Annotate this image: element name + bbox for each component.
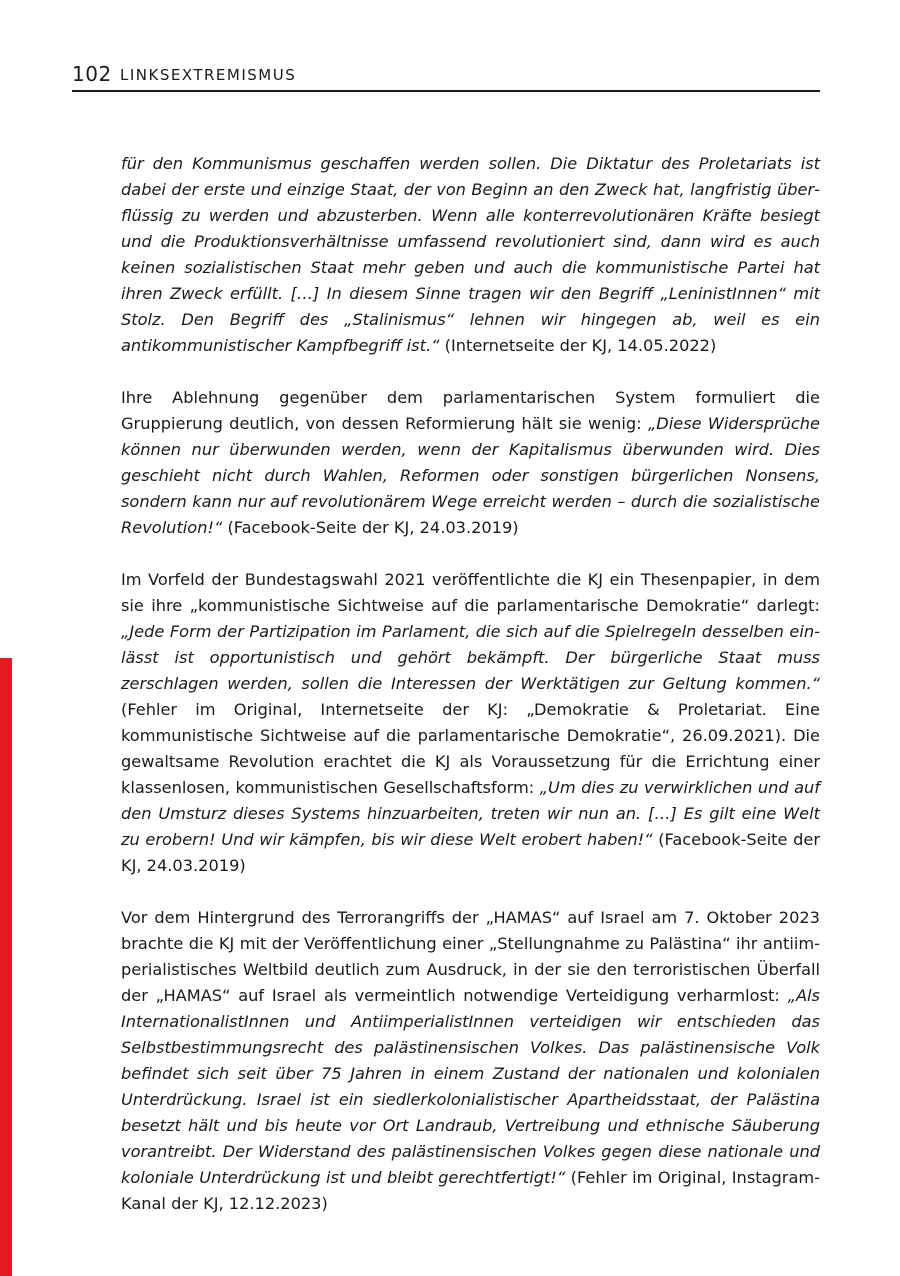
quote: „Um dies zu verwirklichen und auf den Umsturz dieses Systems hinzuarbeiten, treten wir nun an. […] Es gilt eine Welt zu erobern! Und wir kämpfen, bis wir diese Welt erobert haben!“ xyxy=(121,778,820,849)
page-number: 102 xyxy=(72,62,112,86)
citation: (Fehler im Original, Instagram-Kanal der KJ, 12.12.2023) xyxy=(121,1168,820,1213)
text: Ihre Ablehnung gegenüber dem parlamentarischen System formuliert die Gruppierung deutlich, von dessen Reformierung hält sie wenig: xyxy=(121,388,820,433)
red-margin-bar xyxy=(0,658,12,1276)
paragraph-3 xyxy=(121,567,820,879)
citation: (Internetseite der KJ, 14.05.2022) xyxy=(439,336,717,355)
quote: „Diese Widersprüche können nur überwunden werden, wenn der Kapitalismus überwunden wird. Dies geschieht nicht durch Wahlen, Reformen oder sonstigen bürgerlichen Nonsens, sondern kann nur auf revolutionärem Wege erreicht werden – durch die sozialistische Revolution!“ xyxy=(121,414,820,537)
text: Vor dem Hintergrund des Terrorangriffs der „HAMAS“ auf Israel am 7. Oktober 2023 brachte die KJ mit der Veröffentlichung einer „Stellungnahme zu Palästina“ ihr antiimperialistisches Weltbild deutlich zum Ausdruck, in der sie den terroristischen Überfall der „HAMAS“ auf Israel als vermeintlich notwendige Verteidigung verharmlost: xyxy=(121,908,820,1005)
body-text xyxy=(121,151,820,1217)
page-header xyxy=(72,62,820,92)
running-title: LINKSEXTREMISMUS xyxy=(120,66,297,84)
quote: „Als InternationalistInnen und AntiimperialistInnen verteidigen wir entschieden das Selbstbestimmungsrecht des palästinensischen Volkes. Das palästinensische Volk befindet sich seit über 75 Jahren in einem Zustand der nationalen und kolonialen Unterdrückung. Israel ist ein siedlerkolonialistischer Apartheidsstaat, der Palästina besetzt hält und bis heute vor Ort Landraub, Vertreibung und ethnische Säuberung vorantreibt. Der Widerstand des palästinensischen Volkes gegen diese nationale und koloniale Unterdrückung ist und bleibt gerechtfertigt!“ xyxy=(121,986,820,1187)
paragraph-1 xyxy=(121,151,820,359)
citation: (Facebook-Seite der KJ, 24.03.2019) xyxy=(222,518,519,537)
paragraph-4 xyxy=(121,905,820,1217)
quote: „Jede Form der Partizipation im Parlament, die sich auf die Spielregeln desselben einlässt ist opportunistisch und gehört bekämpft. Der bürgerliche Staat muss zerschlagen werden, sollen die Interessen der Werktätigen zur Geltung kommen.“ xyxy=(121,622,820,693)
text: Im Vorfeld der Bundestagswahl 2021 veröffentlichte die KJ ein Thesenpapier, in dem sie ihre „kommunistische Sichtweise auf die parlamentarische Demokratie“ darlegt: xyxy=(121,570,820,615)
text: (Fehler im Original, Internetseite der KJ: „Demokratie & Proletariat. Eine kommunistische Sichtweise auf die parlamentarische Demokratie“, 26.09.2021). Die gewaltsame Revolution erachtet die KJ als Voraussetzung für die Errichtung einer klassenlosen, kommunistischen Gesellschaftsform: xyxy=(121,700,820,797)
quote: für den Kommunismus geschaffen werden sollen. Die Diktatur des Proletariats ist dabei der erste und einzige Staat, der von Beginn an den Zweck hat, langfristig überflüssig zu werden und abzusterben. Wenn alle konterrevolutionären Kräfte besiegt und die Produktionsverhältnisse umfassend revolutioniert sind, dann wird es auch keinen sozialistischen Staat mehr geben und auch die kommunistische Partei hat ihren Zweck erfüllt. […] In diesem Sinne tragen wir den Begriff „LeninistInnen“ mit Stolz. Den Begriff des „Stalinismus“ lehnen wir hingegen ab, weil es ein antikommunistischer Kampfbegriff ist.“ xyxy=(121,154,820,355)
paragraph-2 xyxy=(121,385,820,541)
citation: (Facebook-Seite der KJ, 24.03.2019) xyxy=(121,830,820,875)
